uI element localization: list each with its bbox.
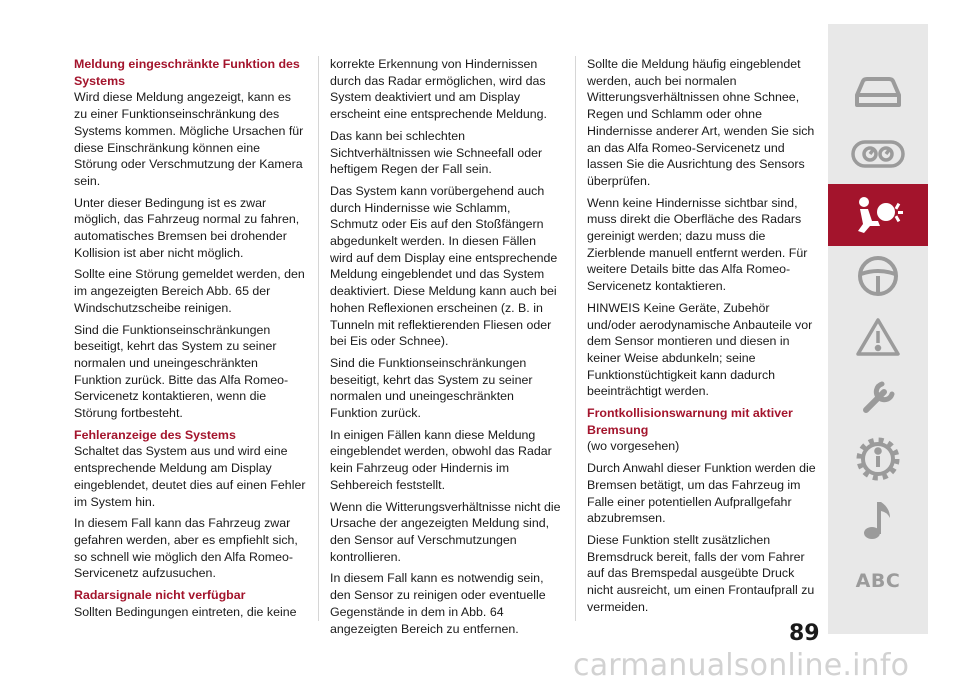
column-divider — [318, 56, 319, 621]
watermark: carmanualsonline.info — [573, 648, 910, 683]
paragraph: In diesem Fall kann es notwendig sein, den Sensor zu reinigen oder eventuelle Gegenstände in dem in Abb. 64 angezeigten Bereich zu entfernen. — [330, 571, 546, 636]
section-heading: Fehleranzeige des Systems — [74, 427, 236, 442]
abc-icon[interactable] — [828, 550, 928, 612]
paragraph: Wenn die Witterungsverhältnisse nicht die Ursache der angezeigten Meldung sind, den Sensor auf Verschmutzungen kontrollieren. — [330, 499, 561, 564]
paragraph: Unter dieser Bedingung ist es zwar möglich, das Fahrzeug normal zu fahren, automatisches Bremsen bei drohender Kollision ist aber nicht möglich. — [74, 195, 300, 260]
paragraph: Sollte die Meldung häufig eingeblendet werden, auch bei normalen Witterungsverhältnissen ohne Schnee, Regen und Schlamm oder ohne Hindernisse anderer Art, wenden Sie sich an das Alfa Romeo-Servicenetz und lassen Sie die Ausrichtung des Sensors überprüfen. — [587, 57, 815, 188]
section-heading: Radarsignale nicht verfügbar — [74, 588, 246, 603]
paragraph: HINWEIS Keine Geräte, Zubehör und/oder aerodynamische Anbauteile vor dem Sensor montieren und diesen in keiner Weise abdunkeln; seine Funktionstüchtigkeit kann dadurch beeinträchtigt werden. — [587, 300, 813, 399]
safety-icon[interactable] — [828, 184, 928, 246]
column-divider — [575, 56, 576, 621]
paragraph: korrekte Erkennung von Hindernissen durch das Radar ermöglichen, wird das System deaktiviert und am Display erscheint eine entsprechende Meldung. — [330, 57, 547, 122]
section-heading: Frontkollisionswarnung mit aktiver Bremsung — [587, 406, 793, 437]
paragraph: Schaltet das System aus und wird eine entsprechende Meldung am Display eingeblendet, deutet dies auf einen Fehler im System hin. — [74, 444, 306, 509]
paragraph: Sind die Funktionseinschränkungen beseitigt, kehrt das System zu seiner normalen und uneingeschränkten Funktion zurück. — [330, 355, 533, 421]
subtitle: (wo vorgesehen) — [587, 439, 680, 454]
wrench-icon[interactable] — [828, 367, 928, 429]
paragraph: Sind die Funktionseinschränkungen beseitigt, kehrt das System zu seiner normalen und uneingeschränkten Funktion zurück. Bitte das Alfa Romeo-Servicenetz kontaktieren, wenn die Störung fortbesteht. — [74, 322, 289, 421]
steering-wheel-icon[interactable] — [828, 245, 928, 307]
music-note-icon[interactable] — [828, 489, 928, 551]
abc-label: ABC — [855, 570, 901, 592]
paragraph: Sollte eine Störung gemeldet werden, den im angezeigten Bereich Abb. 65 der Windschutzscheibe reinigen. — [74, 267, 305, 315]
paragraph: Das kann bei schlechten Sichtverhältnissen wie Schneefall oder heftigem Regen der Fall sein. — [330, 128, 543, 177]
chapter-sidebar — [828, 24, 928, 634]
paragraph: Durch Anwahl dieser Funktion werden die Bremsen betätigt, um das Fahrzeug im Falle einer potentiellen Aufprallgefahr abzubremsen. — [587, 461, 816, 526]
paragraph: Wenn keine Hindernisse sichtbar sind, muss direkt die Oberfläche des Radars gereinigt werden; dazu muss die Zierblende manuell entfernt werden. Für weitere Details bitte das Alfa Romeo-Servicenetz kontaktieren. — [587, 195, 808, 294]
paragraph: Sollten Bedingungen eintreten, die keine — [74, 604, 297, 619]
text-column-2 — [330, 56, 562, 642]
paragraph: Das System kann vorübergehend auch durch Hindernisse wie Schlamm, Schmutz oder Eis auf den Stoßfängern abgedunkelt werden. In diesen Fällen wird auf dem Display eine entsprechende Meldung eingeblendet und das System deaktiviert. Diese Meldung kann auch bei hohen Reflexionen erscheinen (z. B. in Tunneln mit reflektierenden Fliesen oder bei Eis oder Schnee). — [330, 183, 558, 349]
warning-icon[interactable] — [828, 306, 928, 368]
text-column-1 — [74, 56, 306, 626]
car-icon[interactable] — [828, 62, 928, 124]
paragraph: In diesem Fall kann das Fahrzeug zwar gefahren werden, aber es empfiehlt sich, so schnell wie möglich den Alfa Romeo-Servicenetz aufzusuchen. — [74, 516, 298, 581]
page-number: 89 — [789, 621, 820, 646]
text-column-3 — [587, 56, 819, 621]
paragraph: In einigen Fällen kann diese Meldung eingeblendet werden, obwohl das Radar kein Fahrzeug oder Hindernis im Sehbereich feststellt. — [330, 427, 552, 492]
dashboard-icon[interactable] — [828, 123, 928, 185]
paragraph: Wird diese Meldung angezeigt, kann es zu einer Funktionseinschränkung des Systems kommen. Mögliche Ursachen für diese Einschränkung können eine Störung oder Verschmutzung der Kamera sein. — [74, 90, 304, 188]
section-heading: Meldung eingeschränkte Funktion des Systems — [74, 57, 300, 88]
paragraph: Diese Funktion stellt zusätzlichen Bremsdruck bereit, falls der vom Fahrer auf das Bremspedal ausgeübte Druck nicht ausreicht, um einen Frontaufprall zu vermeiden. — [587, 532, 815, 614]
info-gear-icon[interactable] — [828, 428, 928, 490]
